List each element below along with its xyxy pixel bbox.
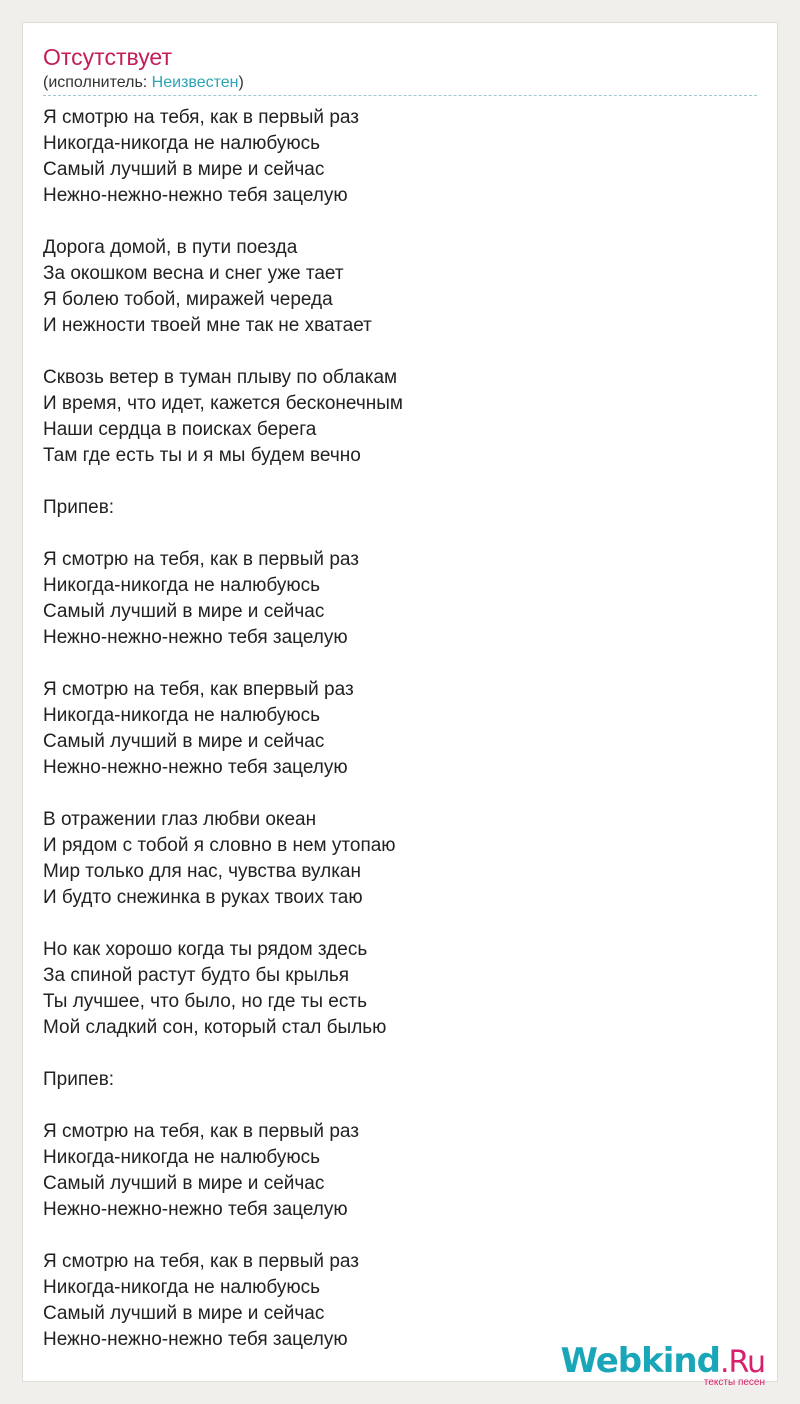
lyrics-text xyxy=(43,105,403,1353)
lyric-line: Нежно-нежно-нежно тебя зацелую xyxy=(43,185,348,206)
lyric-line: Припев: xyxy=(43,497,115,518)
lyric-line: Нежно-нежно-нежно тебя зацелую xyxy=(43,757,348,778)
lyric-line: Я смотрю на тебя, как впервый раз xyxy=(43,679,354,700)
lyric-line: Я болею тобой, миражей череда xyxy=(43,289,333,310)
artist-line xyxy=(43,73,244,93)
song-title: Отсутствует xyxy=(43,44,172,70)
lyric-line: В отражении глаз любви океан xyxy=(43,809,317,830)
lyric-line: Дорога домой, в пути поезда xyxy=(43,237,298,258)
lyric-blank-line xyxy=(43,781,403,807)
lyric-blank-line xyxy=(43,651,403,677)
logo-brand-name: Webkind xyxy=(560,1341,720,1381)
lyric-blank-line xyxy=(43,1041,403,1067)
lyric-blank-line xyxy=(43,521,403,547)
logo-brand-tld: .Ru xyxy=(719,1345,765,1380)
lyric-line: Я смотрю на тебя, как в первый раз xyxy=(43,549,359,570)
lyric-line: Мой сладкий сон, который стал былью xyxy=(43,1017,387,1038)
lyric-blank-line xyxy=(43,1093,403,1119)
artist-link[interactable]: Неизвестен xyxy=(151,74,239,91)
artist-suffix: ) xyxy=(238,74,244,91)
lyric-line: Я смотрю на тебя, как в первый раз xyxy=(43,1121,359,1142)
lyric-line: Наши сердца в поисках берега xyxy=(43,419,317,440)
lyric-line: Самый лучший в мире и сейчас xyxy=(43,1303,325,1324)
lyric-line: Нежно-нежно-нежно тебя зацелую xyxy=(43,1199,348,1220)
logo-tagline: тексты песен xyxy=(703,1377,765,1388)
logo-brand xyxy=(560,1343,765,1381)
lyric-line: За спиной растут будто бы крылья xyxy=(43,965,350,986)
lyric-blank-line xyxy=(43,1223,403,1249)
lyric-line: Нежно-нежно-нежно тебя зацелую xyxy=(43,1329,348,1350)
lyric-line: Никогда-никогда не налюбуюсь xyxy=(43,1147,321,1168)
lyric-line: И время, что идет, кажется бесконечным xyxy=(43,393,403,414)
lyric-line: Самый лучший в мире и сейчас xyxy=(43,159,325,180)
lyric-line: Припев: xyxy=(43,1069,115,1090)
lyric-blank-line xyxy=(43,911,403,937)
lyric-line: Я смотрю на тебя, как в первый раз xyxy=(43,1251,359,1272)
lyric-blank-line xyxy=(43,339,403,365)
lyric-line: И нежности твоей мне так не хватает xyxy=(43,315,372,336)
lyric-line: Никогда-никогда не налюбуюсь xyxy=(43,705,321,726)
lyric-line: Никогда-никогда не налюбуюсь xyxy=(43,575,321,596)
lyric-line: Но как хорошо когда ты рядом здесь xyxy=(43,939,368,960)
lyric-line: И будто снежинка в руках твоих таю xyxy=(43,887,363,908)
lyric-line: Самый лучший в мире и сейчас xyxy=(43,731,325,752)
lyric-line: Мир только для нас, чувства вулкан xyxy=(43,861,361,882)
lyric-line: Сквозь ветер в туман плыву по облакам xyxy=(43,367,398,388)
lyric-line: Никогда-никогда не налюбуюсь xyxy=(43,133,321,154)
lyric-line: За окошком весна и снег уже тает xyxy=(43,263,344,284)
lyric-blank-line xyxy=(43,469,403,495)
dashed-divider xyxy=(43,95,757,96)
lyric-line: Нежно-нежно-нежно тебя зацелую xyxy=(43,627,348,648)
artist-prefix: (исполнитель: xyxy=(43,74,152,91)
lyric-line: Я смотрю на тебя, как в первый раз xyxy=(43,107,359,128)
lyric-line: Никогда-никогда не налюбуюсь xyxy=(43,1277,321,1298)
lyric-line: Самый лучший в мире и сейчас xyxy=(43,601,325,622)
lyric-blank-line xyxy=(43,209,403,235)
lyric-line: Там где есть ты и я мы будем вечно xyxy=(43,445,361,466)
lyric-line: И рядом с тобой я словно в нем утопаю xyxy=(43,835,396,856)
lyric-line: Самый лучший в мире и сейчас xyxy=(43,1173,325,1194)
lyric-line: Ты лучшее, что было, но где ты есть xyxy=(43,991,367,1012)
lyrics-card xyxy=(22,22,778,1388)
webkind-logo xyxy=(560,1343,765,1389)
